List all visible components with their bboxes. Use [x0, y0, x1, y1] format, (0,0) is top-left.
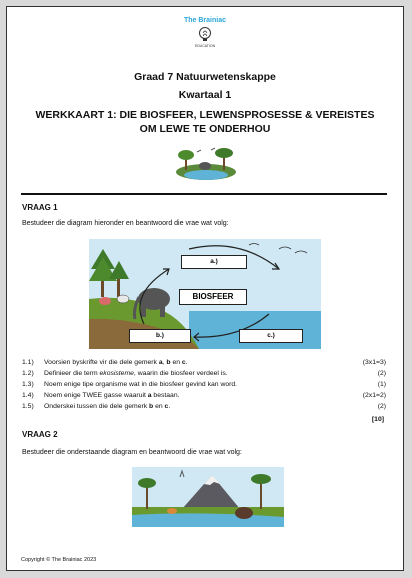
worksheet-title-line2: OM LEWE TE ONDERHOU: [139, 123, 271, 135]
worksheet-title-line1: WERKKAART 1: DIE BIOSFEER, LEWENSPROSESSE & VEREISTES: [35, 109, 375, 121]
biosphere-diagram: [89, 239, 321, 349]
question-text-part: .: [185, 359, 188, 366]
question-text: [44, 380, 237, 389]
question-item: [22, 369, 386, 378]
question-text-part: bestaan.: [151, 392, 180, 399]
question-item: [22, 391, 386, 400]
question-number: 1.5): [22, 403, 34, 410]
question-text-part: a: [147, 392, 152, 399]
question1-total: [10]: [371, 416, 384, 423]
question-text-part: c: [181, 359, 186, 366]
question-item: [22, 380, 386, 389]
grade-title: Graad 7 Natuurwetenskappe: [134, 71, 276, 83]
question-text-part: a: [158, 359, 163, 366]
question2-intro: Bestudeer die onderstaande diagram en beantwoord die vrae wat volg:: [22, 449, 242, 456]
lightbulb-icon: [198, 26, 212, 46]
question-text-part: ,: [162, 359, 167, 366]
diagram-label-b: b.): [129, 329, 191, 343]
question-number: 1.4): [22, 392, 34, 399]
question-number: 1.2): [22, 370, 34, 377]
question1-heading: VRAAG 1: [22, 203, 58, 212]
question-text-part: , waarin die biosfeer verdeel is.: [133, 370, 228, 377]
ecosystem-diagram-art: [132, 467, 284, 527]
logo-text: The Brainiac: [183, 17, 226, 24]
question-text-part: Voorsien byskrifte vir die dele gemerk: [44, 359, 159, 366]
question-mark-allocation: (1): [377, 381, 386, 388]
question-text-part: .: [168, 403, 171, 410]
question-text-part: b: [166, 359, 171, 366]
question-text-part: ekosisteme: [99, 370, 134, 377]
question-text-part: c: [164, 403, 169, 410]
diagram-label-c: c.): [239, 329, 303, 343]
question-number: 1.1): [22, 359, 34, 366]
question-text-part: en: [153, 403, 165, 410]
question-text-part: Noem enige tipe organisme wat in die biosfeer gevind kan word.: [44, 381, 238, 388]
question-text-part: Definieer die term: [44, 370, 100, 377]
question-mark-allocation: (3x1=3): [362, 359, 386, 366]
section-divider: [21, 193, 387, 195]
worksheet-page: [6, 6, 404, 571]
question-text-part: Noem enige TWEE gasse waaruit: [44, 392, 148, 399]
question-mark-allocation: (2x1=2): [362, 392, 386, 399]
question-text: [44, 358, 188, 367]
copyright-notice: Copyright © The Brainiac 2023: [21, 557, 97, 563]
question-text-part: b: [149, 403, 154, 410]
diagram-label-biosfeer: BIOSFEER: [179, 289, 247, 305]
question-mark-allocation: (2): [377, 370, 386, 377]
question-text-part: en: [170, 359, 182, 366]
term-title: Kwartaal 1: [178, 89, 232, 101]
question1-intro: Bestudeer die diagram hieronder en beantwoord die vrae wat volg:: [22, 220, 229, 227]
question-mark-allocation: (2): [377, 403, 386, 410]
question-text-part: Onderskei tussen die dele gemerk: [44, 403, 150, 410]
logo-subtext: EDUCATION: [194, 44, 216, 48]
question-item: [22, 358, 386, 367]
question-item: [22, 402, 386, 411]
question-text: [44, 391, 180, 400]
brand-logo: [7, 17, 403, 48]
question-text: [44, 402, 170, 411]
question2-heading: VRAAG 2: [22, 430, 58, 439]
biosphere-illustration: [175, 144, 237, 182]
ecosystem-diagram: [132, 467, 284, 527]
diagram-label-a: a.): [181, 255, 247, 269]
question-text: [44, 369, 228, 378]
question-number: 1.3): [22, 381, 34, 388]
